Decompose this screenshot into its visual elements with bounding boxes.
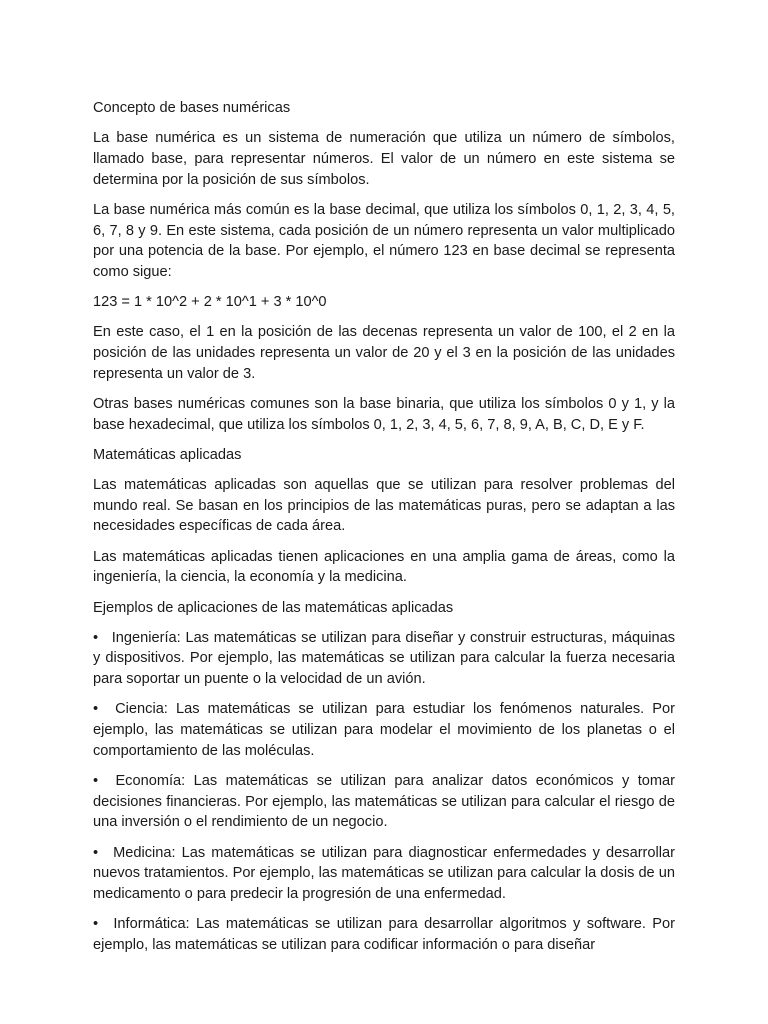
list-item-medicine [93, 843, 675, 905]
bullet-icon: • [93, 844, 99, 861]
bullet-icon: • [93, 701, 99, 718]
paragraph-decimal-base: La base numérica más común es la base decimal, que utiliza los símbolos 0, 1, 2, 3, 4, 5, 6, 7, 8 y 9. En este sistema, cada posición de un número representa un valor multiplicado por una potencia de la base. Por ejemplo, el número 123 en base decimal se representa como sigue: [93, 201, 675, 280]
paragraph-bases-definition: La base numérica es un sistema de numeración que utiliza un número de símbolos, llamado base, para representar números. El valor de un número en este sistema se determina por la posición de sus símbolos. [93, 130, 675, 188]
list-item-text: Ciencia: Las matemáticas se utilizan para estudiar los fenómenos naturales. Por ejemplo, las matemáticas se utilizan para modelar el movimiento de los planetas o el comportamiento de las moléculas. [93, 701, 676, 759]
bullet-icon: • [93, 772, 99, 789]
list-item-engineering [93, 628, 675, 690]
bullet-icon: • [93, 916, 99, 933]
section-title-bases: Concepto de bases numéricas [93, 100, 291, 116]
list-item-text: Economía: Las matemáticas se utilizan para analizar datos económicos y tomar decisiones financieras. Por ejemplo, las matemáticas se utilizan para calcular el riesgo de una inversión o el rendimiento de un negocio. [93, 772, 676, 831]
list-item-text: Ingeniería: Las matemáticas se utilizan para diseñar y construir estructuras, máquinas y dispositivos. Por ejemplo, las matemáticas se utilizan para calcular la fuerza necesaria para soportar un puente o la velocidad de un avión. [93, 629, 676, 688]
section-title-applied: Matemáticas aplicadas [93, 446, 242, 463]
document-page [93, 98, 675, 965]
paragraph-applied-areas: Las matemáticas aplicadas tienen aplicaciones en una amplia gama de áreas, como la ingeniería, la ciencia, la economía y la medicina. [93, 548, 675, 586]
bullet-icon: • [93, 629, 99, 646]
section-title-examples: Ejemplos de aplicaciones de las matemáticas aplicadas [93, 599, 454, 616]
list-item-text: Medicina: Las matemáticas se utilizan para diagnosticar enfermedades y desarrollar nuevos tratamientos. Por ejemplo, las matemáticas se utilizan para calcular la dosis de un medicamento o para predecir la progresión de una enfermedad. [93, 844, 675, 902]
formula-123: 123 = 1 * 10^2 + 2 * 10^1 + 3 * 10^0 [93, 294, 327, 311]
paragraph-applied-definition: Las matemáticas aplicadas son aquellas que se utilizan para resolver problemas del mundo real. Se basan en los principios de las matemáticas puras, pero se adaptan a las necesidades específicas de cada área. [93, 477, 675, 535]
list-item-economy [93, 771, 675, 833]
paragraph-positions: En este caso, el 1 en la posición de las decenas representa un valor de 100, el 2 en la posición de las unidades representa un valor de 20 y el 3 en la posición de las unidades representa un valor de 3. [93, 324, 675, 382]
paragraph-other-bases: Otras bases numéricas comunes son la base binaria, que utiliza los símbolos 0 y 1, y la base hexadecimal, que utiliza los símbolos 0, 1, 2, 3, 4, 5, 6, 7, 8, 9, A, B, C, D, E y F. [93, 395, 675, 433]
list-item-science [93, 699, 675, 761]
list-item-computing [93, 914, 675, 955]
list-item-text: Informática: Las matemáticas se utilizan para desarrollar algoritmos y software. Por ejemplo, las matemáticas se utilizan para codificar información o para diseñar [93, 916, 675, 953]
